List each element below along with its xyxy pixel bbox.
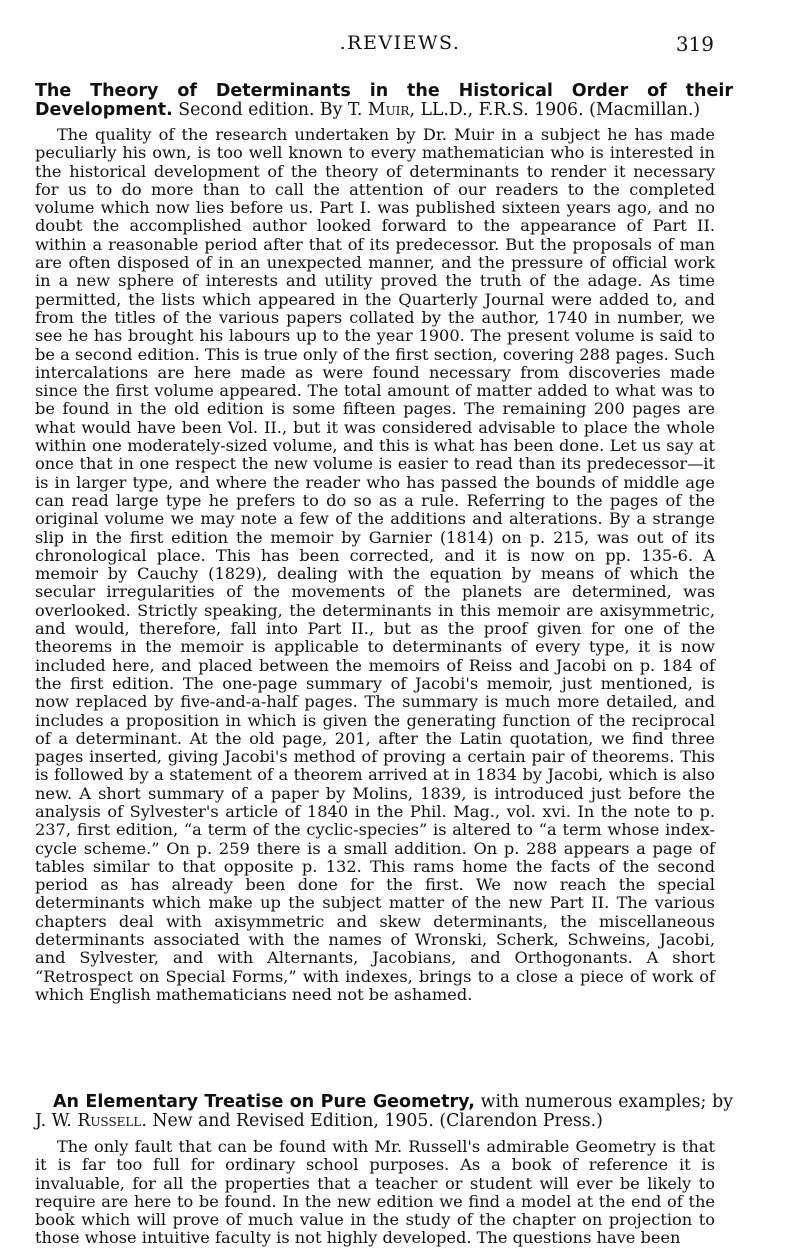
publication-info: . New and Revised Edition, 1905. (Clarendon Press.) — [141, 1111, 603, 1131]
review-heading — [35, 1093, 733, 1131]
book-title: The Theory of Determinants in the Historical Order of their Development. — [35, 81, 733, 120]
review-heading — [35, 82, 733, 120]
author-name: Russell — [77, 1111, 142, 1131]
edition-info: with numerous examples; by J. W. — [35, 1092, 733, 1131]
running-title: .REVIEWS. — [339, 32, 461, 54]
publication-info: , LL.D., F.R.S. 1906. (Macmillan.) — [409, 100, 701, 120]
review-body: The quality of the research undertaken by Dr. Muir in a subject he has made peculiarly his own, is too well known to every mathematician who is interested in the historical development of the theory of determinants to render it necessary for us to do more than to call the attention of our readers to the completed volume which now lies before us. Part I. was published sixteen years ago, and no doubt the accomplished author looked forward to the appearance of Part II. within a reasonable period after that of its predecessor. But the proposals of man are often disposed of in an unexpected manner, and the pressure of official work in a new sphere of interests and utility proved the truth of the adage. As time permitted, the lists which appeared in the Quarterly Journal were added to, and from the titles of the various papers collated by the author, 1740 in number, we see he has brought his labours up to the year 1900. The present volume is said to be a second edition. This is true only of the first section, covering 288 pages. Such intercalations are here made as were found necessary from discoveries made since the first volume appeared. The total amount of matter added to what was to be found in the old edition is some fifteen pages. The remaining 200 pages are what would have been Vol. II., but it was considered advisable to place the whole within one moderately-sized volume, and this is what has been done. Let us say at once that in one respect the new volume is easier to read than its predecessor—it is in larger type, and where the reader who has passed the bounds of middle age can read large type he prefers to do so as a rule. Referring to the pages of the original volume we may note a few of the additions and alterations. By a strange slip in the first edition the memoir by Garnier (1814) on p. 215, was out of its chronological place. This has been corrected, and it is now on pp. 135-6. A memoir by Cauchy (1829), dealing with the equation by means of which the secular irregularities of the movements of the planets are determined, was overlooked. Strictly speaking, the determinants in this memoir are axisymmetric, and would, therefore, fall into Part II., but as the proof given for one of the theorems in the memoir is applicable to determinants of every type, it is now included here, and placed between the memoirs of Reiss and Jacobi on p. 184 of the first edition. The one-page summary of Jacobi's memoir, just mentioned, is now replaced by five-and-a-half pages. The summary is much more detailed, and includes a proposition in which is given the generating function of the reciprocal of a determinant. At the old page, 201, after the Latin quotation, we find three pages inserted, giving Jacobi's method of proving a certain pair of theorems. This is followed by a statement of a theorem arrived at in 1834 by Jacobi, which is also new. A short summary of a paper by Molins, 1839, is introduced just before the analysis of Sylvester's article of 1840 in the Phil. Mag., vol. xvi. In the note to p. 237, first edition, “a term of the cyclic-species” is altered to “a term whose index-cycle scheme.” On p. 259 there is a small addition. On p. 288 appears a page of tables similar to that opposite p. 132. This rams home the facts of the second period as has already been done for the first. We now reach the special determinants which make up the subject matter of the new Part II. The various chapters deal with axisymmetric and skew determinants, the miscellaneous determinants associated with the names of Wronski, Scherk, Schweins, Jacobi, and Sylvester, and with Alternants, Jacobians, and Orthogonants. A short “Retrospect on Special Forms,” with indexes, brings to a close a piece of work of which English mathematicians need not be ashamed. — [35, 125, 715, 1004]
running-head — [0, 32, 800, 62]
review-body: The only fault that can be found with Mr. Russell's admirable Geometry is that it is far too full for ordinary school purposes. As a book of reference it is invaluable, for all the properties that a teacher or student will ever be likely to require are here to be found. In the new edition we find a model at the end of the book which will prove of much value in the study of the chapter on projection to those whose intuitive faculty is not highly developed. The questions have been — [35, 1137, 715, 1248]
page-number: 319 — [675, 32, 714, 56]
book-title: An Elementary Treatise on Pure Geometry, — [53, 1092, 475, 1112]
edition-info: Second edition. By T. — [172, 100, 368, 120]
author-name: Muir — [367, 100, 410, 120]
